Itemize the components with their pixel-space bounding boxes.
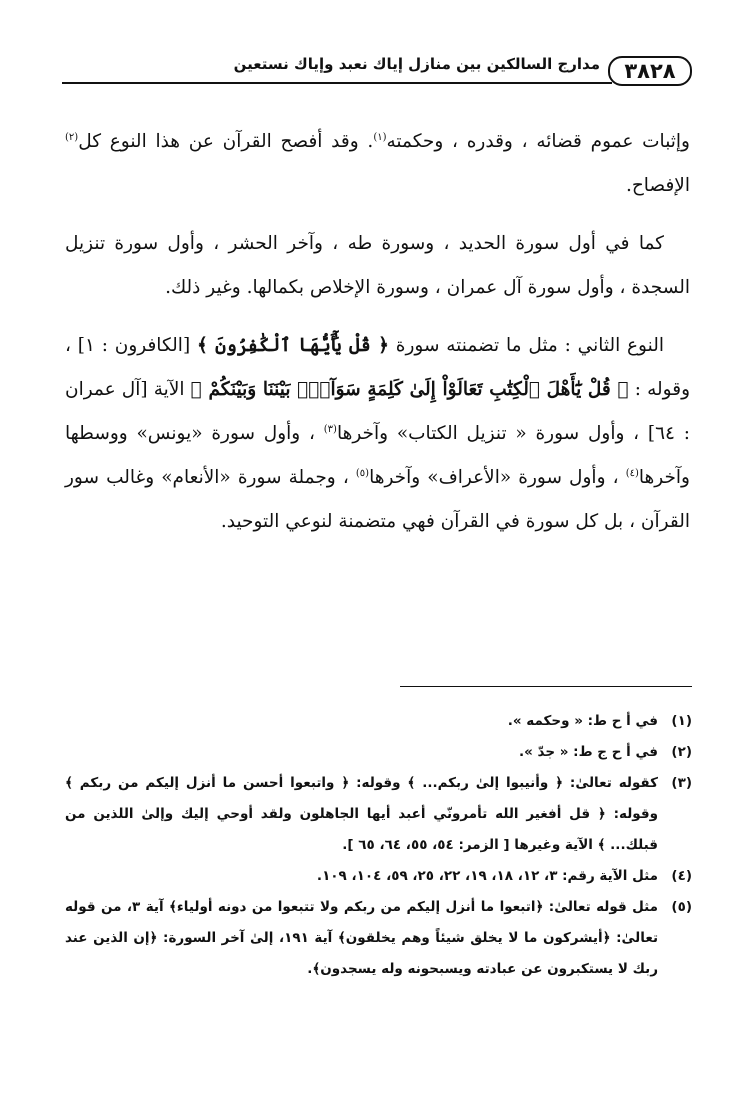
footnote-text: مثل الآية رقم: ٣، ١٢، ١٨، ١٩، ٢٢، ٢٥، ٥٩، ١٠٤، ١٠٩.: [316, 868, 658, 884]
running-title: مدارج السالكين بين منازل إياك نعبد وإياك نستعين: [233, 55, 600, 73]
footnote-3: [65, 768, 692, 861]
footnotes: [65, 706, 692, 985]
footnote-ref-4[interactable]: (٤): [625, 467, 639, 479]
footnote-1: [65, 706, 692, 737]
text-span: النوع الثاني : مثل ما تضمنته سورة: [388, 335, 664, 356]
footnote-5: [65, 892, 692, 985]
text-span: وإثبات عموم قضائه ، وقدره ، وحكمته: [386, 131, 690, 152]
text-span: ، وجملة سورة «الأنعام» وغالب سور القرآن ، بل كل سورة في القرآن فهي متضمنة لنوعي التوحيد.: [65, 467, 690, 532]
footnote-ref-3[interactable]: (٣): [323, 423, 337, 435]
main-text: [65, 120, 690, 558]
footnote-number: (١): [671, 713, 692, 729]
paragraph-3: [65, 324, 690, 544]
text-span: ، وأول سورة «الأعراف» وآخرها: [369, 467, 626, 488]
footnote-separator: [400, 686, 692, 687]
footnote-4: [65, 861, 692, 892]
page-header: [62, 46, 692, 86]
text-span: ، وأول سورة «يونس» ووسطها وآخرها: [65, 423, 690, 488]
footnote-number: (٢): [671, 744, 692, 760]
footnote-text: في أ ح ط: « وحكمه ».: [507, 713, 658, 729]
footnote-text: في أ ح ج ط: « جدّ ».: [518, 744, 658, 760]
footnote-number: (٣): [671, 775, 692, 791]
footnote-ref-2[interactable]: (٢): [65, 131, 79, 143]
footnote-text: مثل قوله تعالىٰ: ﴿اتبعوا ما أنزل إليكم من ربكم ولا تتبعوا من دونه أولياء﴾ آية ٣، من قوله تعالىٰ: ﴿أيشركون ما لا يخلق شيئاً وهم يخلقون﴾ آية ١٩١، إلىٰ آخر السورة: ﴿إن الذين عند ربك لا يستكبرون عن عبادته ويسبحونه وله يسجدون﴾.: [65, 899, 659, 977]
quran-verse-ahl-alkitab: ﴿ قُلْ يَٰٓأَهْلَ ٱلْكِتَٰبِ تَعَالَوْاْ إِلَىٰ كَلِمَةٍ سَوَآءٍۭ بَيْنَنَا وَبَيْنَكُمْ ﴾: [190, 379, 629, 400]
quran-verse-kafirun: ﴿ قُلْ يَٰٓأَيُّهَا ٱلْكَٰفِرُونَ ﴾: [196, 335, 389, 356]
text-span: . وقد أفصح القرآن عن هذا النوع كل: [78, 131, 374, 152]
text-span: الإفصاح.: [625, 175, 690, 196]
footnote-ref-5[interactable]: (٥): [355, 467, 370, 479]
footnote-text: كقوله تعالىٰ: ﴿ وأنيبوا إلىٰ ربكم... ﴾ وقوله: ﴿ واتبعوا أحسن ما أنزل إليكم من ربكم ﴾ وقوله: ﴿ قل أفغير الله تأمرونّي أعبد أيها الجاهلون ولقد أوحي إليك وإلىٰ اللذين من قبلك... ﴾ الآية وغيرها [ الزمر: ٥٤، ٥٥، ٦٤، ٦٥ ].: [65, 775, 658, 853]
paragraph-1: [65, 120, 690, 208]
header-rule: [62, 82, 612, 84]
text-span: [الكافرون : ١] ، وقوله :: [65, 335, 690, 400]
paragraph-2: كما في أول سورة الحديد ، وسورة طه ، وآخر الحشر ، وأول سورة تنزيل السجدة ، وأول سورة آل عمران ، وسورة الإخلاص بكمالها. وغير ذلك.: [65, 233, 690, 298]
page-number: ٣٨٢٨: [608, 56, 692, 86]
text-span: الآية [آل عمران : ٦٤] ، وأول سورة « تنزيل الكتاب» وآخرها: [65, 379, 691, 444]
footnote-number: (٥): [671, 899, 692, 915]
footnote-2: [65, 737, 692, 768]
footnote-number: (٤): [671, 868, 692, 884]
footnote-ref-1[interactable]: (١): [373, 131, 387, 143]
